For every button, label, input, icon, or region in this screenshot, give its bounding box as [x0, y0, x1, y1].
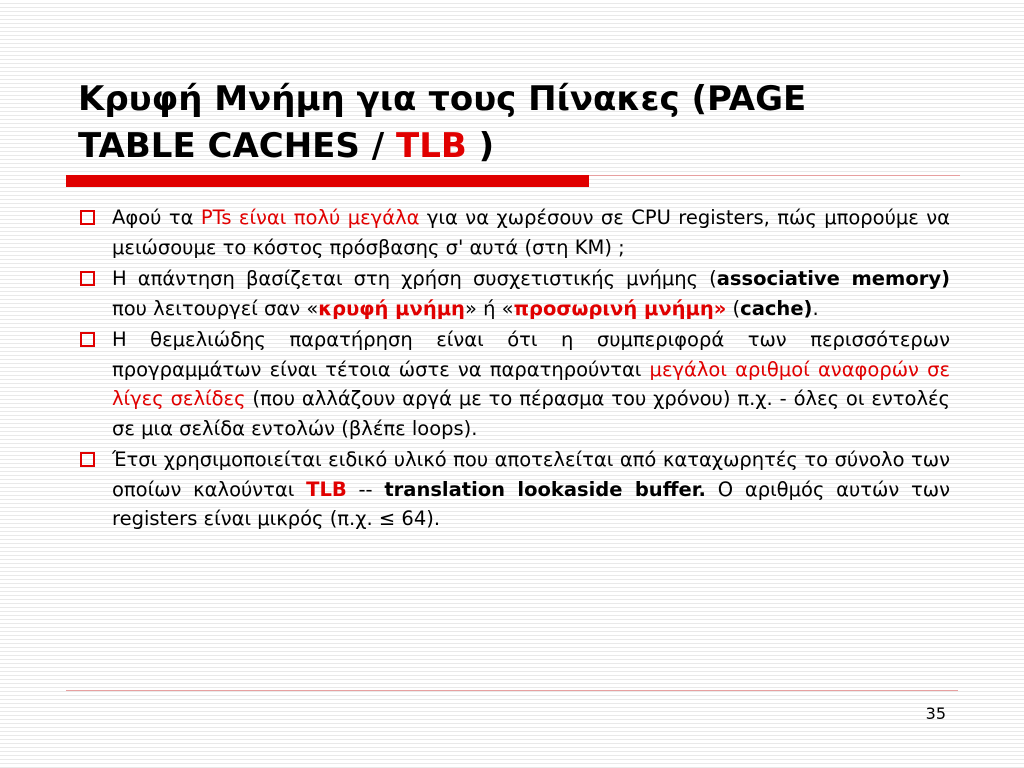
bullet-list	[80, 203, 950, 536]
title-line-2-pre: TABLE CACHES /	[78, 126, 396, 166]
bullet-text: » ή «	[464, 296, 514, 320]
page-number: 35	[925, 704, 946, 723]
bullet-item-1	[80, 203, 950, 262]
bullet-text: Έτσι χρησιμοποιείται ειδικό υλικό που αποτελείται από καταχωρητές το σύνολο των οποίων καλούνται	[112, 448, 950, 501]
title-underline-red	[66, 175, 589, 187]
slide-title	[78, 76, 978, 170]
highlight-bold-text: κρυφή μνήμη	[318, 296, 465, 320]
square-bullet-icon	[80, 271, 95, 286]
bold-text: cache)	[740, 296, 813, 320]
title-line-2-post: )	[466, 126, 495, 166]
footer-rule	[66, 690, 958, 691]
title-line-1: Κρυφή Μνήμη για τους Πίνακες (PAGE	[78, 79, 807, 119]
highlight-text: μεγάλοι αριθμοί αναφορών σε λίγες σελίδες	[112, 357, 950, 410]
bullet-text: --	[346, 477, 385, 501]
highlight-bold-text: προσωρινή μνήμη»	[513, 296, 727, 320]
square-bullet-icon	[80, 332, 95, 347]
bullet-text: .	[812, 296, 819, 320]
square-bullet-icon	[80, 210, 95, 225]
bullet-text: Η απάντηση βασίζεται στη χρήση συσχετιστικής μνήμης (	[112, 267, 717, 290]
bullet-text: Ο αριθμός αυτών των registers είναι μικρός (π.χ. ≤ 64).	[112, 477, 950, 530]
bold-text: associative memory)	[716, 267, 950, 290]
square-bullet-icon	[80, 452, 95, 467]
bullet-text: Αφού τα	[112, 206, 201, 229]
highlight-text: PTs είναι πολύ μεγάλα	[200, 206, 420, 229]
bullet-text: για να χωρέσουν σε CPU registers, πώς μπορούμε να μειώσουμε το κόστος πρόσβασης σ' αυτά (στη ΚΜ) ;	[112, 206, 950, 259]
highlight-bold-text: TLB	[306, 477, 347, 501]
title-underline-thin	[589, 175, 960, 176]
title-tlb: TLB	[396, 126, 467, 166]
bullet-item-4	[80, 445, 950, 534]
bullet-item-2	[80, 264, 950, 323]
bullet-item-3	[80, 325, 950, 443]
bullet-text: που λειτουργεί σαν «	[112, 296, 319, 320]
bullet-text: (	[726, 296, 741, 320]
bullet-text: (που αλλάζουν αργά με το πέρασμα του χρόνου) π.χ. - όλες οι εντολές σε μια σελίδα εντολών (βλέπε loops).	[112, 387, 950, 440]
bold-text: translation lookaside buffer.	[384, 477, 706, 501]
bullet-text: Η θεμελιώδης παρατήρηση είναι ότι η συμπεριφορά των περισσότερων προγραμμάτων είναι τέτοια ώστε να παρατηρούνται	[112, 328, 950, 381]
